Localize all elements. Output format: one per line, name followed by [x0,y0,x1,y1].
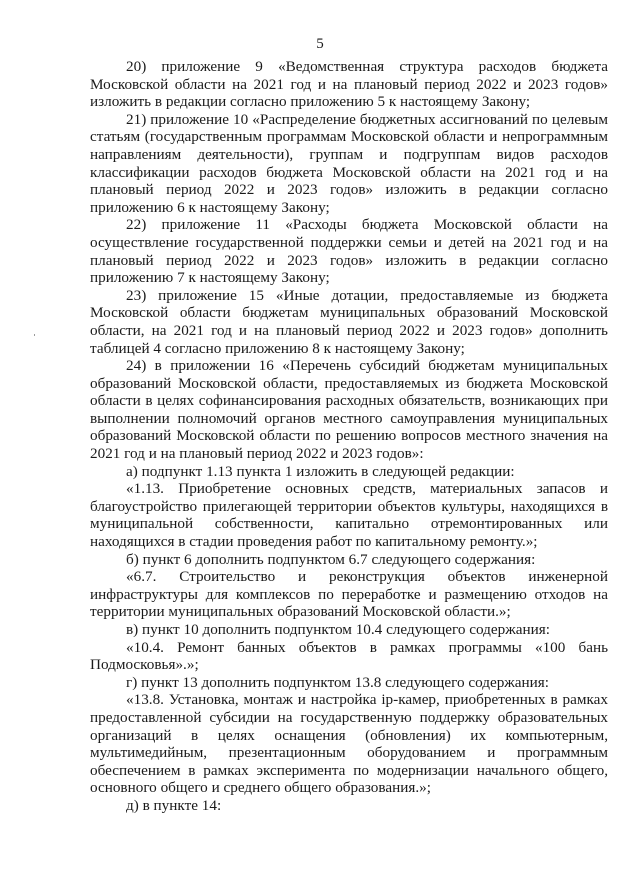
paragraph-quote-13-8: «13.8. Установка, монтаж и настройка ip-камер, приобретенных в рамках предоставленной субсидии на государственную поддержку образовательных организаций в целях оснащения (обновления) их компьютерным, мультимедийным, презентационным оборудованием и программным обеспечением в рамках эксперимента по модернизации начального общего, основного общего и среднего общего образования.»; [90,691,608,797]
scan-margin-mark [34,334,35,336]
paragraph-subitem-b: б) пункт 6 дополнить подпунктом 6.7 следующего содержания: [126,550,536,568]
paragraph-subitem-a: а) подпункт 1.13 пункта 1 изложить в следующей редакции: [126,462,515,480]
paragraph-item-24: 24) в приложении 16 «Перечень субсидий бюджетам муниципальных образований Московской области, предоставляемых из бюджета Московской области в целях софинансирования расходных обязательств, возникающих при выполнении полномочий органов местного самоуправления муниципальных образований Московской области по решению вопросов местного значения на 2021 год и на плановый период 2022 и 2023 годов»: [90,357,608,463]
paragraph-quote-6-7: «6.7. Строительство и реконструкция объектов инженерной инфраструктуры для комплексов по переработке и размещению отходов на территории муниципальных образований Московской области.»; [90,568,608,621]
paragraph-quote-10-4: «10.4. Ремонт банных объектов в рамках программы «100 бань Подмосковья».»; [90,638,608,674]
document-body [90,58,608,815]
paragraph-item-23: 23) приложение 15 «Иные дотации, предоставляемые из бюджета Московской области бюджетам муниципальных образований Московской области, на 2021 год и на плановый период 2022 и 2023 годов» дополнить таблицей 4 согласно приложению 8 к настоящему Закону; [90,286,608,357]
paragraph-item-22: 22) приложение 11 «Расходы бюджета Московской области на осуществление государственной поддержки семьи и детей на 2021 год и на плановый период 2022 и 2023 годов» изложить в редакции согласно приложению 7 к настоящему Закону; [90,216,608,287]
paragraph-subitem-d: д) в пункте 14: [126,796,222,814]
paragraph-item-21: 21) приложение 10 «Распределение бюджетных ассигнований по целевым статьям (государственным программам Московской области и непрограммным направлениям деятельности), группам и подгруппам видов расходов классификации расходов бюджета Московской области на 2021 год и на плановый период 2022 и 2023 годов» изложить в редакции согласно приложению 6 к настоящему Закону; [90,110,608,216]
page-number: 5 [316,36,324,52]
paragraph-subitem-v: в) пункт 10 дополнить подпунктом 10.4 следующего содержания: [126,621,550,638]
paragraph-quote-1-13: «1.13. Приобретение основных средств, материальных запасов и благоустройство прилегающей территории объектов культуры, находящихся в муниципальной собственности, капитально отремонтированных или находящихся в стадии проведения работ по капитальному ремонту.»; [90,480,608,551]
paragraph-item-20: 20) приложение 9 «Ведомственная структура расходов бюджета Московской области на 2021 год и на плановый период 2022 и 2023 годов» изложить в редакции согласно приложению 5 к настоящему Закону; [90,58,608,111]
paragraph-subitem-g: г) пункт 13 дополнить подпунктом 13.8 следующего содержания: [126,673,549,691]
